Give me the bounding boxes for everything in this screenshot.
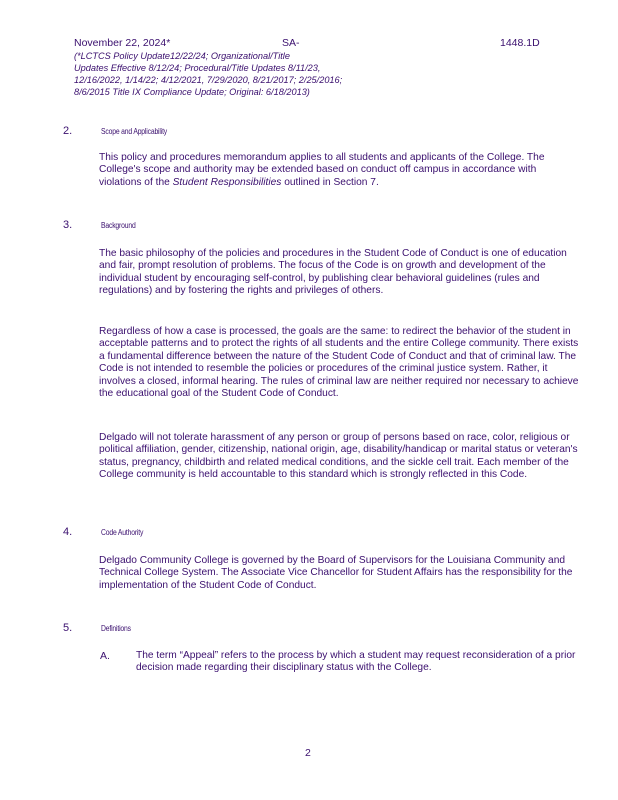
definition-text: The term “Appeal” refers to the process by which a student may request reconsideration of a prior decision made regarding their disciplinary status with the College. (136, 650, 576, 674)
section-number: 3. (63, 219, 73, 231)
italic-reference: Student Responsibilities (172, 176, 282, 188)
section-paragraph: This policy and procedures memorandum applies to all students and applicants of the College. The College's scope and authority may be extended based on conduct off campus in accordance with violations of the Student Responsibilities outlined in Section 7. (99, 152, 545, 188)
revision-note-line: (*LCTCS Policy Update12/22/24; Organizational/Title (74, 51, 290, 61)
section-paragraph: Regardless of how a case is processed, the goals are the same: to redirect the behavior of the student in acceptable patterns and to protect the rights of all students and the entire College community. There exists a fundamental difference between the nature of the Student Code of Conduct and that of criminal law. The Code is not intended to resemble the policies or procedures of the criminal justice system. Rather, it involves a closed, informal hearing. The rules of criminal law are neither required nor necessary to achieve the educational goal of the Student Code of Conduct. (99, 326, 579, 400)
section-title: Definitions (101, 624, 131, 633)
header-policy-number: 1448.1D (500, 37, 540, 49)
section-title: Scope and Applicability (101, 127, 168, 136)
section-paragraph: The basic philosophy of the policies and procedures in the Student Code of Conduct is one of education and fair, prompt resolution of problems. The focus of the Code is on growth and development of the individual student by encouraging self-control, by publishing clear behavioral guidelines (rules and regulations) and by fostering the rights and privileges of others. (99, 248, 567, 297)
section-number: 5. (63, 622, 73, 634)
definition-letter: A. (100, 650, 110, 662)
revision-note-line: 12/16/2022, 1/14/22; 4/12/2021, 7/29/2020, 8/21/2017; 2/25/2016; (74, 75, 343, 85)
section-paragraph: Delgado will not tolerate harassment of any person or group of persons based on race, color, religious or political affiliation, gender, citizenship, national origin, age, disability/handicap or marital status or veteran's status, pregnancy, childbirth and related medical conditions, and the sickle cell trait. Each member of the College community is held accountable to this standard which is strongly reflected in this Code. (99, 432, 578, 481)
revision-note-line: 8/6/2015 Title IX Compliance Update; Original: 6/18/2013) (74, 87, 310, 97)
section-title: Code Authority (101, 528, 144, 537)
section-title: Background (101, 221, 136, 230)
section-number: 4. (63, 526, 73, 538)
header-date: November 22, 2024* (74, 37, 171, 49)
page-number: 2 (305, 747, 311, 759)
revision-note-line: Updates Effective 8/12/24; Procedural/Title Updates 8/11/23, (74, 63, 321, 73)
header-code-prefix: SA- (282, 37, 300, 49)
section-paragraph: Delgado Community College is governed by the Board of Supervisors for the Louisiana Community and Technical College System. The Associate Vice Chancellor for Student Affairs has the responsibility for the implementation of the Student Code of Conduct. (99, 555, 573, 591)
section-number: 2. (63, 125, 73, 137)
